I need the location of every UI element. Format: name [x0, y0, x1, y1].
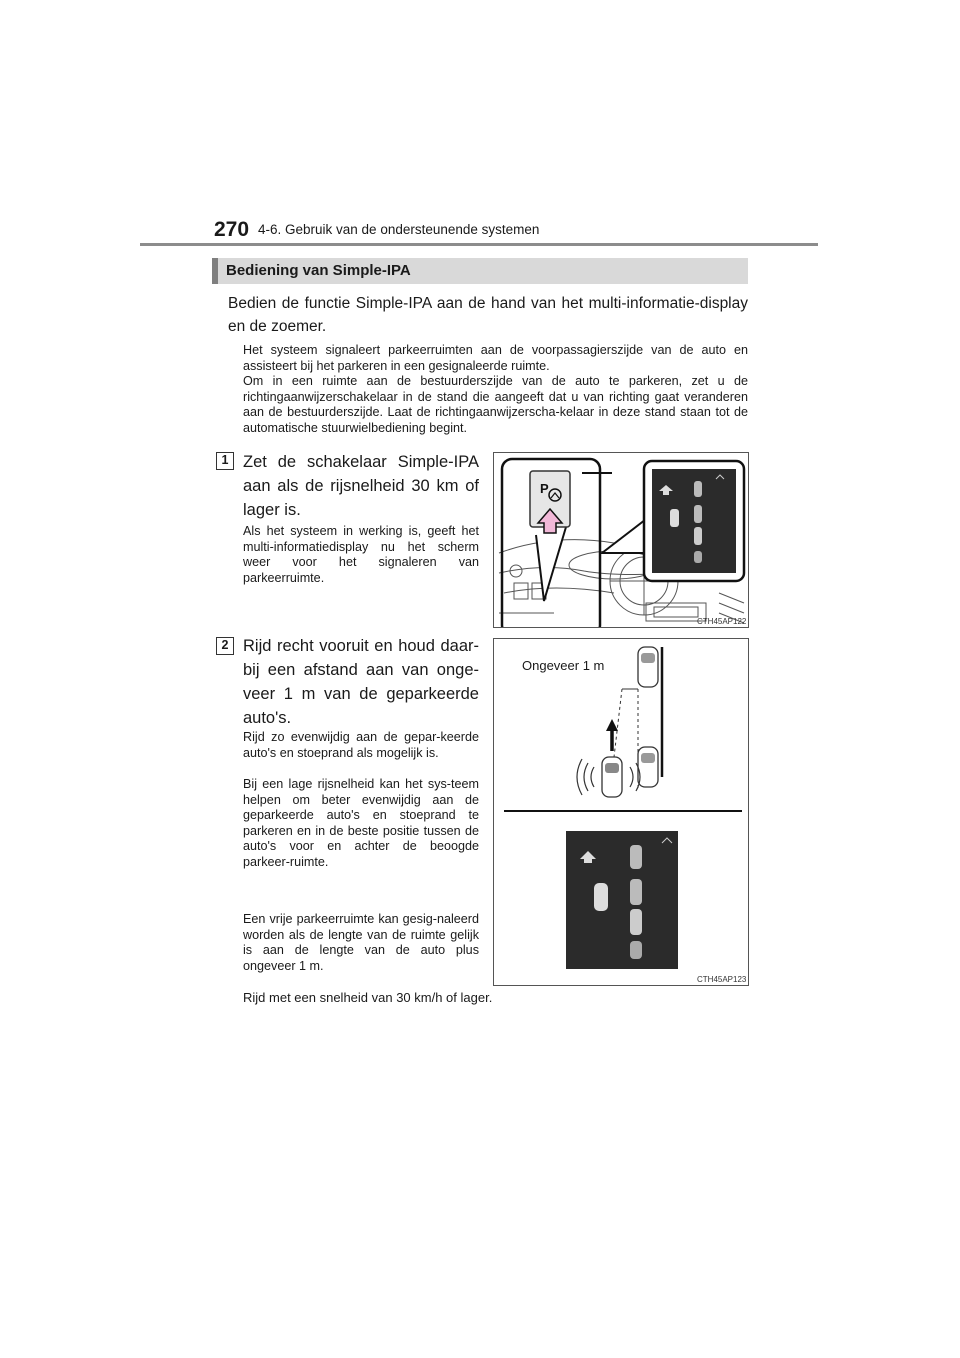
figure-parking-approach: [493, 638, 749, 986]
parking-approach-illustration: [494, 639, 749, 986]
section-heading-bar: [212, 258, 748, 284]
section-accent: [212, 258, 218, 284]
figure-code: CTH45AP122: [697, 617, 747, 626]
header-rule: [140, 243, 818, 246]
step-note: Rijd zo evenwijdig aan de gepar-keerde auto's en stoeprand als mogelijk is.: [243, 730, 479, 760]
step-note: Als het systeem in werking is, geeft het multi-informatiedisplay nu het scherm weer voor het signaleren van parkeerruimte.: [243, 524, 479, 585]
step-title: Zet de schakelaar Simple-IPA aan als de rijsnelheid 30 km of lager is.: [243, 453, 479, 519]
step-number-badge: 1: [216, 452, 234, 470]
intro-note-paragraph: Om in een ruimte aan de bestuurderszijde van de auto te parkeren, zet u de richtingaanwijzerschakelaar in de stand die aangeeft dat u van richting gaat veranderen aan de bestuurderszijde. Laat de richtingaanwijzerscha-kelaar in deze stand staan tot de automatische stuurwielbediening begint.: [243, 374, 748, 435]
step-number-badge: 2: [216, 637, 234, 655]
intro-note-paragraph: Het systeem signaleert parkeerruimten aan de voorpassagierszijde van de auto en assisteert bij het parkeren in een gesignaleerde ruimte.: [243, 343, 748, 373]
svg-text:P: P: [540, 481, 549, 496]
distance-label: Ongeveer 1 m: [522, 658, 605, 673]
intro-note: [243, 343, 748, 436]
step-note: Een vrije parkeerruimte kan gesig-naleerd worden als de lengte van de ruimte gelijk is aan de lengte van de auto plus ongeveer 1 m.: [243, 912, 479, 973]
figure-switch-location: [493, 452, 749, 628]
section-title: Bediening van Simple-IPA: [226, 262, 411, 279]
chapter-title: 4-6. Gebruik van de ondersteunende systemen: [258, 222, 540, 237]
page-number: 270: [214, 218, 250, 241]
step-note: Bij een lage rijsnelheid kan het sys-teem helpen om beter evenwijdig aan de geparkeerde auto's en stoeprand te parkeren en in de beste positie tussen de auto's voor en achter de beoogde parkeer-ruimte.: [243, 777, 479, 869]
closing-note: Rijd met een snelheid van 30 km/h of lager.: [243, 990, 493, 1005]
figure-code: CTH45AP123: [697, 975, 747, 984]
up-arrow-icon: [606, 719, 618, 751]
step-title: Rijd recht vooruit en houd daar-bij een afstand aan van onge-veer 1 m van de geparkeerde auto's.: [243, 637, 479, 727]
multi-info-display: [566, 831, 678, 969]
intro-paragraph: Bedien de functie Simple-IPA aan de hand van het multi-informatie-display en de zoemer.: [228, 295, 748, 335]
dashboard-illustration: [494, 453, 749, 628]
